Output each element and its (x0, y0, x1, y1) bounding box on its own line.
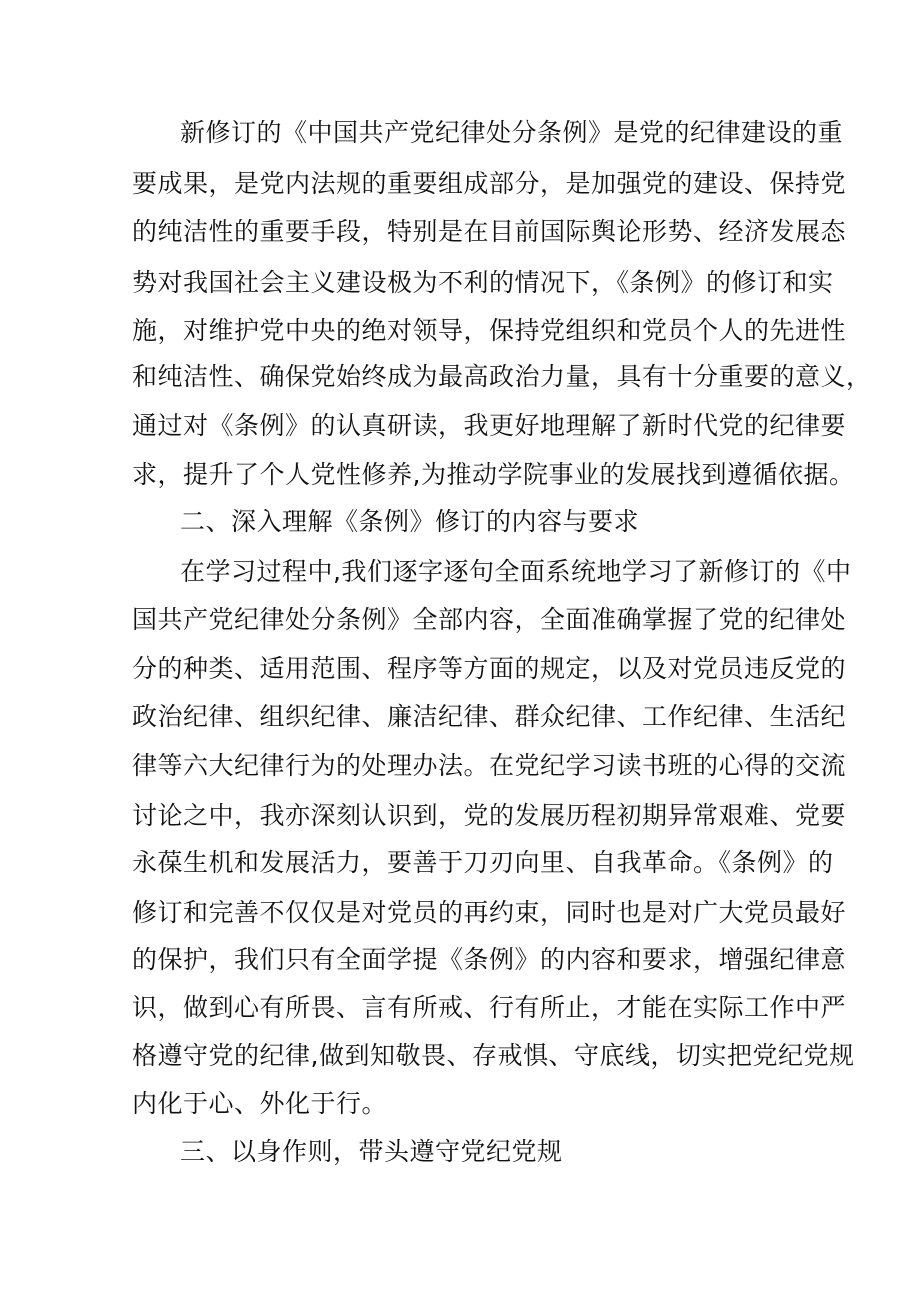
paragraph-line: 格遵守党的纪律,做到知敬畏、存戒惧、守底线，切实把党纪党规 (132, 1041, 855, 1070)
paragraph-line: 永葆生机和发展活力，要善于刀刃向里、自我革命。《条例》的 (132, 848, 834, 877)
paragraph-line: 的保护，我们只有全面学提《条例》的内容和要求，增强纪律意 (132, 945, 847, 974)
paragraph-line: 修订和完善不仅仅是对党员的再约束，同时也是对广大党员最好 (132, 898, 847, 927)
paragraph-line: 识，做到心有所畏、言有所戒、行有所止，才能在实际工作中严 (132, 993, 847, 1022)
paragraph-line: 通过对《条例》的认真研读，我更好地理解了新时代党的纪律要 (132, 411, 847, 440)
section-heading: 三、以身作则，带头遵守党纪党规 (180, 1137, 563, 1166)
paragraph-line: 和纯洁性、确保党始终成为最高政治力量，具有十分重要的意义， (132, 362, 872, 391)
paragraph-line: 求，提升了个人党性修养,为推动学院事业的发展找到遵循依据。 (132, 460, 855, 489)
paragraph-line: 新修订的《中国共产党纪律处分条例》是党的纪律建设的重 (180, 118, 844, 147)
paragraph-line: 的纯洁性的重要手段，特别是在目前国际舆论形势、经济发展态 (132, 217, 847, 246)
paragraph-line: 在学习过程中,我们逐字逐句全面系统地学习了新修订的《中 (180, 557, 852, 586)
paragraph-line: 内化于心、外化于行。 (132, 1089, 388, 1118)
paragraph-line: 律等六大纪律行为的处理办法。在党纪学习读书班的心得的交流 (132, 751, 847, 780)
paragraph-line: 势对我国社会主义建设极为不利的情况下，《条例》的修订和实 (132, 268, 834, 297)
paragraph-line: 分的种类、适用范围、程序等方面的规定，以及对党员违反党的 (132, 654, 847, 683)
paragraph-line: 讨论之中，我亦深刻认识到，党的发展历程初期异常艰难、党要 (132, 801, 847, 830)
section-heading: 二、深入理解《条例》修订的内容与要求 (180, 507, 640, 536)
paragraph-line: 政治纪律、组织纪律、廉洁纪律、群众纪律、工作纪律、生活纪 (132, 702, 847, 731)
paragraph-line: 要成果，是党内法规的重要组成部分，是加强党的建设、保持党 (132, 169, 847, 198)
paragraph-line: 国共产党纪律处分条例》全部内容，全面准确掌握了党的纪律处 (132, 605, 847, 634)
paragraph-line: 施，对维护党中央的绝对领导，保持党组织和党员个人的先进性 (132, 316, 847, 345)
